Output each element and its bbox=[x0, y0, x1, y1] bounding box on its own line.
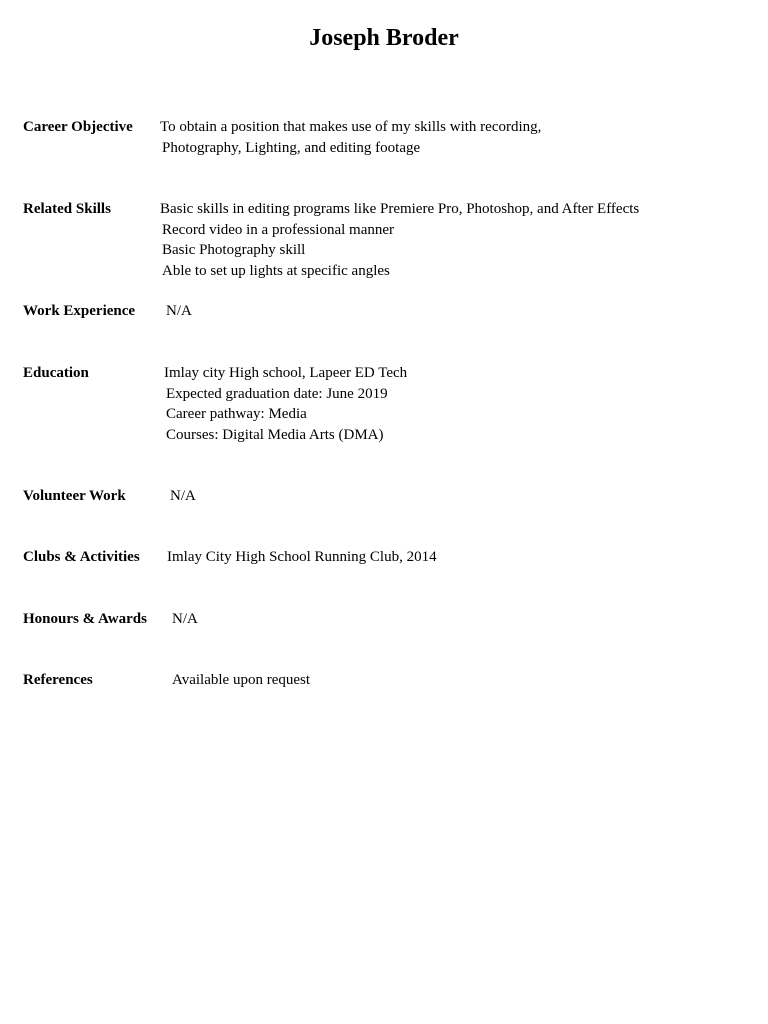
section-label-related-skills: Related Skills bbox=[23, 201, 111, 217]
honours-awards-line: N/A bbox=[172, 611, 198, 627]
section-label-work-experience: Work Experience bbox=[23, 303, 136, 319]
section-body-work-experience bbox=[166, 301, 192, 322]
related-skills-line: Basic Photography skill bbox=[162, 242, 306, 258]
education-line: Courses: Digital Media Arts (DMA) bbox=[166, 426, 384, 443]
section-body-related-skills bbox=[160, 199, 639, 281]
related-skills-line: Record video in a professional manner bbox=[162, 221, 395, 238]
clubs-activities-line: Imlay City High School Running Club, 2014 bbox=[167, 549, 437, 565]
section-label-honours-awards: Honours & Awards bbox=[23, 611, 147, 627]
related-skills-line: Able to set up lights at specific angles bbox=[162, 262, 390, 279]
references-line: Available upon request bbox=[172, 672, 311, 688]
related-skills-line: Basic skills in editing programs like Premiere Pro, Photoshop, and After Effects bbox=[160, 201, 640, 217]
career-objective-line: To obtain a position that makes use of my skills with recording, bbox=[160, 119, 542, 135]
education-line: Imlay city High school, Lapeer ED Tech bbox=[164, 365, 408, 381]
section-body-clubs-activities bbox=[167, 547, 437, 568]
section-label-volunteer-work: Volunteer Work bbox=[23, 488, 126, 504]
career-objective-line: Photography, Lighting, and editing footage bbox=[162, 139, 421, 156]
education-line: Expected graduation date: June 2019 bbox=[166, 385, 388, 402]
section-body-education bbox=[164, 363, 407, 445]
section-body-volunteer-work bbox=[170, 486, 196, 507]
section-label-education: Education bbox=[23, 365, 89, 381]
section-label-references: References bbox=[23, 672, 93, 688]
section-body-references bbox=[172, 670, 310, 691]
section-body-honours-awards bbox=[172, 609, 198, 630]
section-label-career-objective: Career Objective bbox=[23, 119, 133, 135]
section-label-clubs-activities: Clubs & Activities bbox=[23, 549, 140, 565]
volunteer-work-line: N/A bbox=[170, 488, 196, 504]
resume-name: Joseph Broder bbox=[309, 25, 459, 51]
education-line: Career pathway: Media bbox=[166, 406, 307, 422]
work-experience-line: N/A bbox=[166, 303, 192, 319]
section-body-career-objective bbox=[160, 117, 541, 158]
